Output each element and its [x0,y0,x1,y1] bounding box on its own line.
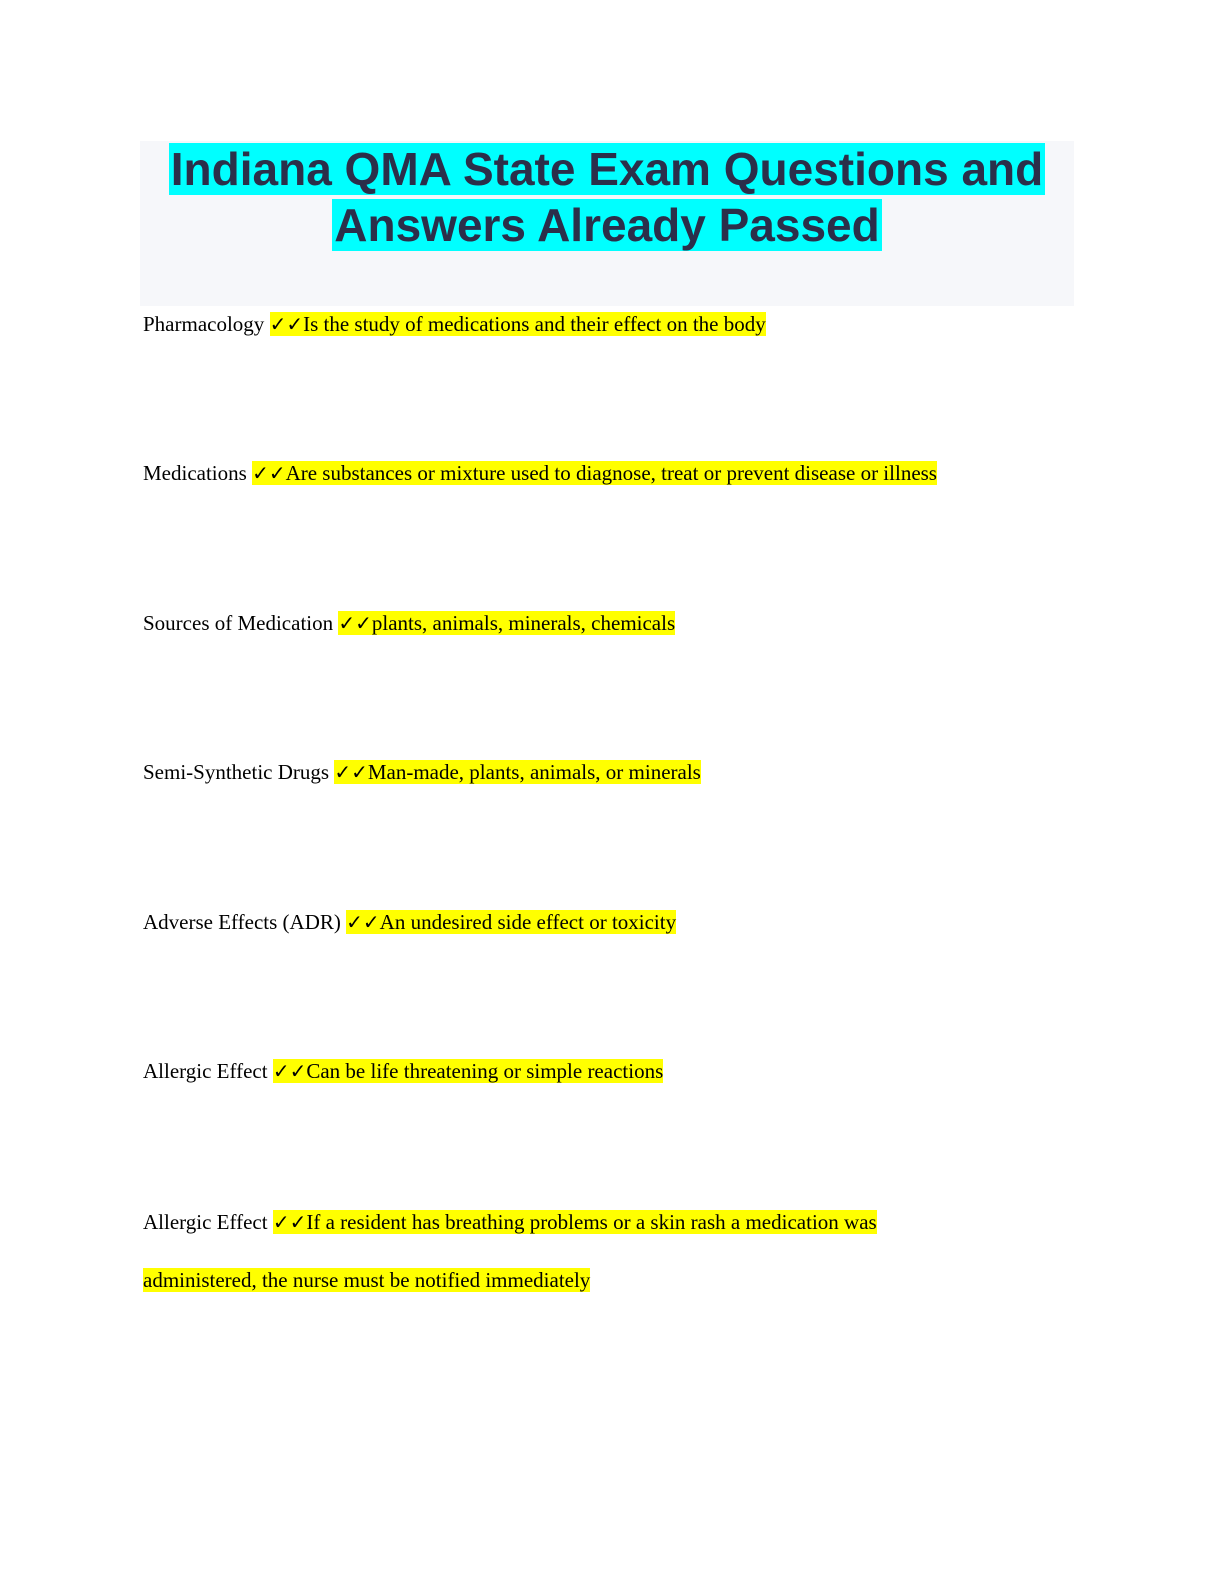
entry-answer: Are substances or mixture used to diagnose, treat or prevent disease or illness [285,461,937,485]
entry-term: Pharmacology [143,312,265,336]
entry-answer: Can be life threatening or simple reactions [306,1059,664,1083]
entry-term: Adverse Effects (ADR) [143,910,341,934]
entry-term: Sources of Medication [143,611,334,635]
entry-answer-highlight [273,1059,663,1083]
title-block [140,141,1074,306]
entry-answer-highlight [252,461,937,485]
check-icon: ✓✓ [272,1059,307,1083]
entry-term: Semi-Synthetic Drugs [143,760,330,784]
entry-answer: If a resident has breathing problems or a skin rash a medication was administered, the nurse must be notified immediately [143,1210,877,1292]
entry-answer: Man-made, plants, animals, or minerals [367,760,701,784]
entry-term: Allergic Effect [143,1059,268,1083]
check-icon: ✓✓ [272,1210,307,1234]
entry-answer-highlight [338,611,675,635]
entry-answer-highlight [346,910,676,934]
qa-entry-allergic-effect-2 [143,1193,983,1309]
entry-answer-highlight [270,312,766,336]
qa-entry-medications [143,444,1083,502]
qa-entry-pharmacology [143,295,1083,353]
entry-answer: An undesired side effect or toxicity [379,910,677,934]
qa-entry-sources-of-medication [143,594,1083,652]
entry-answer: plants, animals, minerals, chemicals [371,611,676,635]
entry-term: Medications [143,461,247,485]
entry-answer: Is the study of medications and their effect on the body [303,312,766,336]
check-icon: ✓✓ [334,760,368,784]
check-icon: ✓✓ [338,611,372,635]
qa-entry-allergic-effect-1 [143,1042,1083,1100]
title-line-2: Answers Already Passed [334,199,880,251]
title-line-1: Indiana QMA State Exam Questions and [170,143,1044,195]
check-icon: ✓✓ [346,910,380,934]
qa-entry-semi-synthetic-drugs [143,743,1083,801]
qa-entry-adverse-effects [143,893,1083,951]
entry-term: Allergic Effect [143,1210,268,1234]
check-icon: ✓✓ [252,461,286,485]
entry-answer-highlight [334,760,701,784]
check-icon: ✓✓ [269,312,304,336]
document-title [140,141,1074,253]
